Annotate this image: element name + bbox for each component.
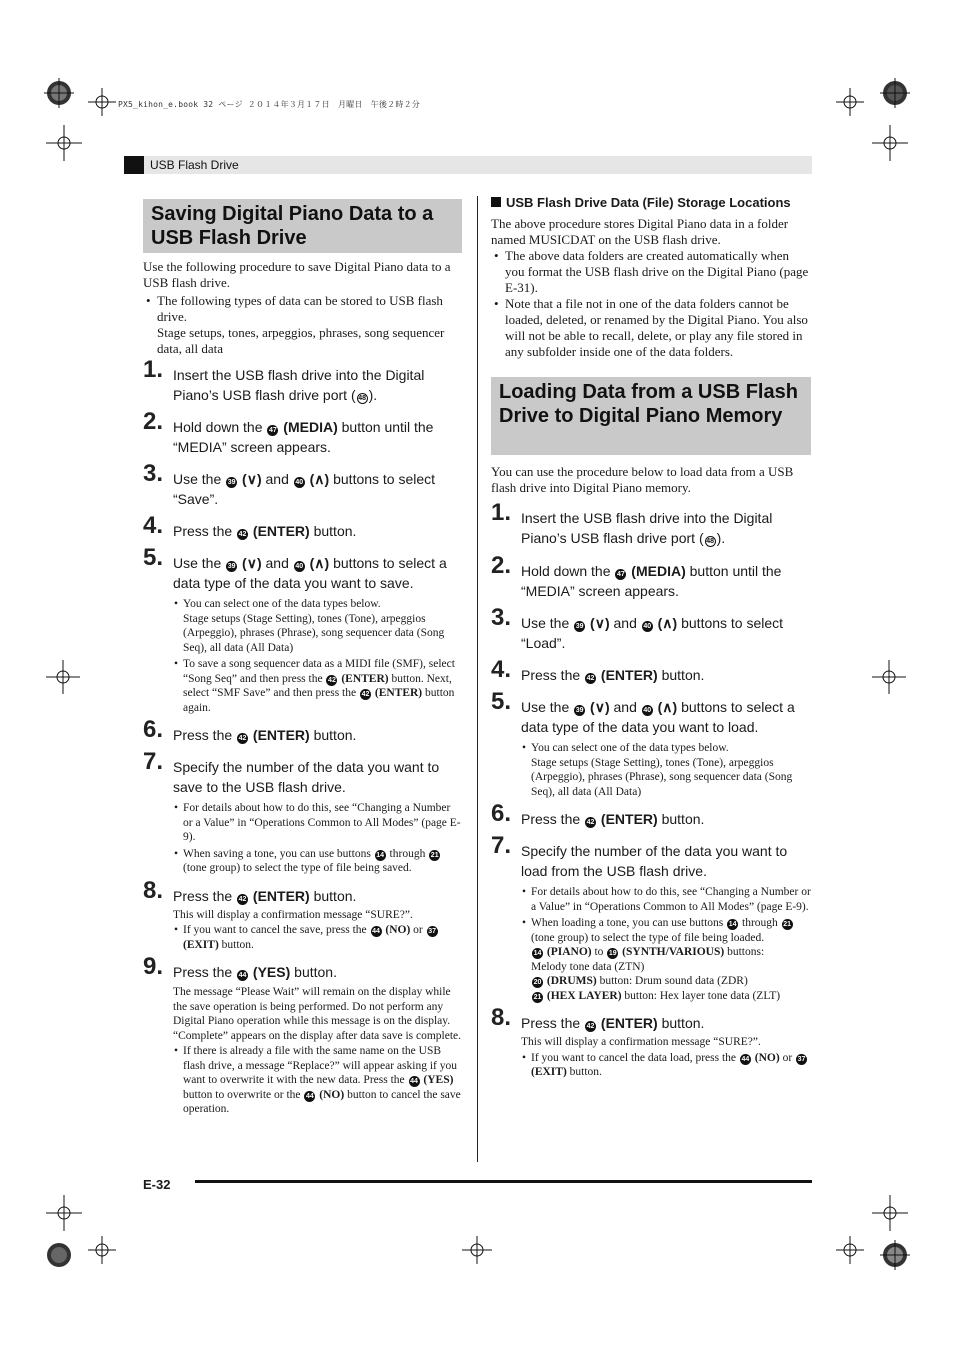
storage-subheading: USB Flash Drive Data (File) Storage Locations <box>491 194 811 212</box>
section-bar <box>124 156 812 174</box>
step-1: 1. Insert the USB flash drive into the Digital Piano’s USB flash drive port ( 48 ). <box>143 356 425 403</box>
step-6: 6. Press the 42 (ENTER) button. <box>491 800 705 827</box>
step-8: 8. Press the 42 (ENTER) button. <box>143 876 357 904</box>
button-39-icon: 39 <box>227 479 236 486</box>
step-number: 1. <box>491 499 512 526</box>
step-1: 1. Insert the USB flash drive into the Digital Piano’s USB flash drive port ( 48 ). <box>491 499 773 546</box>
step-4: 4. Press the 42 (ENTER) button. <box>491 656 705 683</box>
step-8: 8. Press the 42 (ENTER) button. <box>491 1004 705 1031</box>
button-44-icon: 44 <box>741 1055 750 1063</box>
button-47-icon: 47 <box>617 571 625 578</box>
step-5-bullet-2: • To save a song sequencer data as a MIDI file (SMF), select “Song Seq” and then press the 42 (ENTER) button. Next, select “SMF Save” and then press the 42 (ENTER) button again. <box>143 657 462 715</box>
step-7-bullet-1: • For details about how to do this, see “Changing a Number or a Value” in “Operations Common to All Modes” (page E-9). <box>491 885 811 914</box>
step-9-bullet-1: • If there is already a file with the same name on the USB flash drive, a message “Replace?” will appear asking if you want to overwrite it with the new data. Press the 44 (YES) button to overwrite or the 44 (NO) button to cancel the save operation. <box>143 1044 462 1117</box>
button-48-icon: 48 <box>358 395 366 402</box>
crosshair-icon <box>88 88 116 116</box>
crosshair-icon <box>88 1236 116 1264</box>
button-44-icon: 44 <box>372 928 380 935</box>
step-7: 7. Specify the number of the data you want to save to the USB flash drive. <box>143 748 440 795</box>
section-label: USB Flash Drive <box>150 158 239 172</box>
button-37-icon: 37 <box>428 928 437 935</box>
registration-mark-icon <box>880 1240 910 1270</box>
button-42-icon: 42 <box>238 895 247 903</box>
button-14-icon: 14 <box>533 950 542 957</box>
step-2: 2. Hold down the 47 (MEDIA) button until the “MEDIA” screen appears. <box>143 408 434 455</box>
registration-mark-icon <box>44 1240 74 1270</box>
button-21-icon: 21 <box>533 993 542 1001</box>
button-21-icon: 21 <box>783 921 792 928</box>
button-14-icon: 14 <box>728 921 737 928</box>
button-42-icon: 42 <box>238 735 247 742</box>
page-number: E-32 <box>143 1177 171 1192</box>
left-column <box>143 199 462 1117</box>
crosshair-icon <box>872 1195 908 1231</box>
button-42-icon: 42 <box>586 819 595 826</box>
step-7: 7. Specify the number of the data you want to load from the USB flash drive. <box>491 832 788 879</box>
button-20-icon: 20 <box>533 979 542 986</box>
file-header: PX5_kihon_e.book 32 ページ ２０１４年３月１７日 月曜日 午後２時２分 <box>118 100 420 109</box>
step-number: 6. <box>143 716 164 743</box>
step-number: 7. <box>491 832 512 859</box>
step-number: 5. <box>143 544 164 571</box>
crosshair-icon <box>462 1236 492 1264</box>
right-column <box>491 194 811 1080</box>
button-42-icon: 42 <box>328 676 336 684</box>
step-number: 8. <box>491 1004 512 1031</box>
step-9-text: The message “Please Wait” will remain on the display while the save operation is being performed. Do not perform any Digital Piano operation while this message is on the display. “Complete” appears on the display after data save is complete. <box>173 986 462 1042</box>
step-5: 5. Use the 39 (∨) and 40 (∧) buttons to select a data type of the data you want to load. <box>491 688 795 735</box>
step-number: 7. <box>143 748 164 775</box>
button-19-icon: 19 <box>608 950 617 957</box>
registration-mark-icon <box>44 78 74 108</box>
step-7-bullet-1: • For details about how to do this, see “Changing a Number or a Value” in “Operations Common to All Modes” (page E-9). <box>143 801 462 845</box>
step-8-text: This will display a confirmation message “SURE?”. <box>521 1036 761 1048</box>
step-number: 4. <box>491 656 512 683</box>
button-42-icon: 42 <box>238 531 247 538</box>
step-number: 9. <box>143 953 164 980</box>
step-3: 3. Use the 39 (∨) and 40 (∧) buttons to select “Load”. <box>491 604 784 651</box>
storage-bullet-2: • Note that a file not in one of the data folders cannot be loaded, deleted, or renamed by the Digital Piano. You also will not be able to recall, delete, or play any file stored in any subfolder inside one of the data folders. <box>491 296 811 360</box>
square-bullet-icon <box>491 197 501 207</box>
registration-mark-icon <box>880 78 910 108</box>
footer-rule <box>195 1180 812 1183</box>
step-2: 2. Hold down the 47 (MEDIA) button until the “MEDIA” screen appears. <box>491 552 782 599</box>
crosshair-icon <box>836 88 864 116</box>
button-40-icon: 40 <box>643 623 652 630</box>
right-heading: Loading Data from a USB Flash Drive to Digital Piano Memory <box>491 377 811 455</box>
bullet-text: Stage setups, tones, arpeggios, phrases, song sequencer data, all data <box>157 325 445 356</box>
step-number: 3. <box>491 604 512 631</box>
crosshair-icon <box>46 660 80 694</box>
step-5: 5. Use the 39 (∨) and 40 (∧) buttons to select a data type of the data you want to save. <box>143 544 447 591</box>
step-8-bullet-1: • If you want to cancel the data load, press the 44 (NO) or 37 (EXIT) button. <box>491 1051 811 1080</box>
button-39-icon: 39 <box>575 707 584 714</box>
button-14-icon: 14 <box>376 851 385 859</box>
storage-bullet-1: • The above data folders are created automatically when you format the USB flash drive on the Digital Piano (page E-31). <box>491 248 811 296</box>
step-5-bullet-1: • You can select one of the data types below. Stage setups (Stage Setting), tones (Tone), arpeggios (Arpeggio), phrases (Phrase), song sequencer data (Song Seq), all data (All Data) <box>491 741 811 799</box>
button-21-icon: 21 <box>430 851 439 859</box>
right-intro: You can use the procedure below to load data from a USB flash drive into Digital Piano memory. <box>491 464 794 495</box>
button-42-icon: 42 <box>586 1023 595 1030</box>
button-44-icon: 44 <box>306 1092 314 1100</box>
step-9: 9. Press the 44 (YES) button. <box>143 953 337 980</box>
button-42-icon: 42 <box>361 691 370 698</box>
section-marker <box>124 156 144 174</box>
storage-para: The above procedure stores Digital Piano data in a folder named MUSICDAT on the USB flash drive. <box>491 216 789 247</box>
left-intro: Use the following procedure to save Digital Piano data to a USB flash drive. <box>143 259 451 290</box>
step-number: 8. <box>143 876 164 904</box>
step-4: 4. Press the 42 (ENTER) button. <box>143 512 357 539</box>
left-heading: Saving Digital Piano Data to a USB Flash Drive <box>143 199 462 253</box>
crosshair-icon <box>872 660 906 694</box>
button-37-icon: 37 <box>797 1055 806 1063</box>
button-42-icon: 42 <box>586 675 595 682</box>
crosshair-icon <box>872 125 908 161</box>
button-40-icon: 40 <box>643 707 652 714</box>
button-44-icon: 44 <box>238 972 247 979</box>
step-number: 6. <box>491 800 512 827</box>
step-number: 2. <box>143 408 164 435</box>
button-40-icon: 40 <box>295 563 304 570</box>
step-5-bullet-1: • You can select one of the data types below. Stage setups (Stage Setting), tones (Tone), arpeggios (Arpeggio), phrases (Phrase), song sequencer data (Song Seq), all data (All Data) <box>143 597 462 655</box>
button-47-icon: 47 <box>269 427 277 434</box>
step-8-text: This will display a confirmation message “SURE?”. <box>173 908 413 921</box>
button-39-icon: 39 <box>575 623 584 630</box>
step-number: 2. <box>491 552 512 579</box>
left-intro-bullet <box>143 293 462 357</box>
button-44-icon: 44 <box>410 1078 418 1085</box>
step-number: 3. <box>143 460 164 487</box>
step-7-bullet-2: • When saving a tone, you can use buttons 14 through 21 (tone group) to select the type of file being saved. <box>143 847 462 876</box>
crosshair-icon <box>836 1236 864 1264</box>
step-3: 3. Use the 39 (∨) and 40 (∧) buttons to select “Save”. <box>143 460 436 507</box>
step-6: 6. Press the 42 (ENTER) button. <box>143 716 357 743</box>
button-48-icon: 48 <box>706 538 714 545</box>
step-8-bullet-1: • If you want to cancel the save, press the 44 (NO) or 37 (EXIT) button. <box>143 923 462 952</box>
step-number: 4. <box>143 512 164 539</box>
bullet-text: The following types of data can be stored to USB flash drive. <box>157 293 443 324</box>
crosshair-icon <box>46 125 82 161</box>
step-number: 5. <box>491 688 512 715</box>
crosshair-icon <box>46 1195 82 1231</box>
step-number: 1. <box>143 356 164 383</box>
button-40-icon: 40 <box>295 479 304 486</box>
step-7-bullet-2: • When loading a tone, you can use buttons 14 through 21 (tone group) to select the type of file being loaded. 14 (PIANO) to 19 (SYNTH/VARIOUS) buttons: Melody tone data (ZTN) 20 (DRUMS) button: Drum sound data (ZDR) 21 (HEX LAYER) button: Hex layer tone data (ZLT) <box>491 916 811 1003</box>
column-divider <box>477 196 478 1162</box>
button-39-icon: 39 <box>227 563 236 570</box>
